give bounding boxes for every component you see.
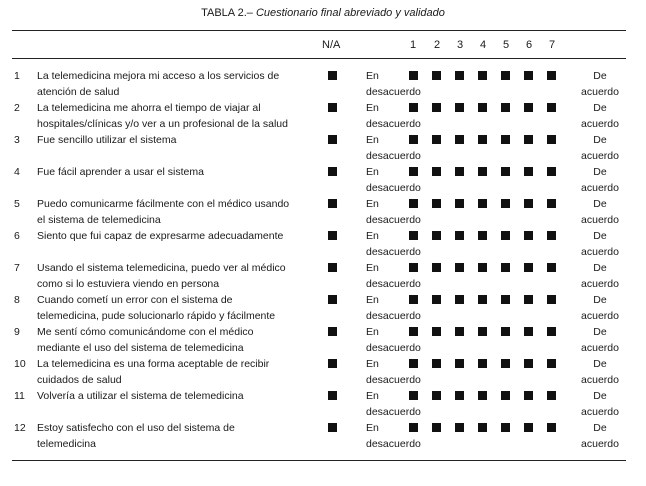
response-box-3[interactable] — [455, 423, 464, 432]
response-box-5[interactable] — [501, 167, 510, 176]
response-box-7[interactable] — [547, 135, 556, 144]
response-box-4[interactable] — [478, 71, 487, 80]
response-box-5[interactable] — [501, 263, 510, 272]
response-box-7[interactable] — [547, 71, 556, 80]
response-box-7[interactable] — [547, 295, 556, 304]
high-anchor-line: acuerdo — [581, 182, 619, 194]
response-box-4[interactable] — [478, 135, 487, 144]
low-anchor-label — [366, 164, 436, 196]
table-row — [0, 228, 646, 260]
high-anchor-line: acuerdo — [581, 150, 619, 162]
high-anchor-line: De — [593, 358, 607, 370]
response-box-3[interactable] — [455, 167, 464, 176]
question-number: 6 — [14, 230, 20, 242]
response-box-3[interactable] — [455, 391, 464, 400]
response-box-na[interactable] — [328, 391, 337, 400]
response-box-4[interactable] — [478, 327, 487, 336]
bottom-rule — [12, 460, 626, 461]
table-title — [0, 7, 646, 19]
low-anchor-line: desacuerdo — [366, 406, 421, 418]
response-box-6[interactable] — [524, 359, 533, 368]
question-line: La telemedicina es una forma aceptable de recibir — [37, 358, 270, 370]
low-anchor-line: En — [366, 166, 379, 178]
question-text — [37, 132, 312, 164]
table-row — [0, 164, 646, 196]
question-number: 10 — [14, 358, 26, 370]
response-box-4[interactable] — [478, 231, 487, 240]
low-anchor-line: En — [366, 358, 379, 370]
question-text — [37, 228, 312, 260]
header-scale-5: 5 — [503, 39, 510, 51]
low-anchor-line: En — [366, 422, 379, 434]
high-anchor-line: De — [593, 390, 607, 402]
high-anchor-label — [577, 260, 623, 292]
low-anchor-line: desacuerdo — [366, 118, 421, 130]
low-anchor-label — [366, 260, 436, 292]
low-anchor-label — [366, 420, 436, 452]
response-box-5[interactable] — [501, 423, 510, 432]
header-scale-3: 3 — [457, 39, 464, 51]
low-anchor-label — [366, 324, 436, 356]
high-anchor-line: De — [593, 70, 607, 82]
question-line: Volvería a utilizar el sistema de telemedicina — [37, 390, 244, 402]
question-line: Estoy satisfecho con el uso del sistema de — [37, 422, 235, 434]
response-box-3[interactable] — [455, 199, 464, 208]
high-anchor-line: acuerdo — [581, 214, 619, 226]
response-box-6[interactable] — [524, 103, 533, 112]
response-box-na[interactable] — [328, 231, 337, 240]
response-box-7[interactable] — [547, 199, 556, 208]
response-box-5[interactable] — [501, 391, 510, 400]
low-anchor-label — [366, 68, 436, 100]
question-line: La telemedicina me ahorra el tiempo de viajar al — [37, 102, 261, 114]
response-box-4[interactable] — [478, 295, 487, 304]
low-anchor-label — [366, 388, 436, 420]
high-anchor-label — [577, 420, 623, 452]
response-box-7[interactable] — [547, 167, 556, 176]
header-scale-4: 4 — [480, 39, 487, 51]
response-box-3[interactable] — [455, 327, 464, 336]
high-anchor-line: De — [593, 198, 607, 210]
response-box-6[interactable] — [524, 327, 533, 336]
response-box-na[interactable] — [328, 103, 337, 112]
question-line — [37, 180, 312, 196]
high-anchor-line: acuerdo — [581, 246, 619, 258]
response-box-5[interactable] — [501, 327, 510, 336]
table-row — [0, 196, 646, 228]
low-anchor-line: desacuerdo — [366, 182, 421, 194]
question-text — [37, 356, 312, 388]
high-anchor-label — [577, 68, 623, 100]
response-box-3[interactable] — [455, 359, 464, 368]
question-line: como si lo estuviera viendo en persona — [37, 278, 220, 290]
response-box-na[interactable] — [328, 167, 337, 176]
question-line — [37, 148, 312, 164]
response-box-3[interactable] — [455, 135, 464, 144]
response-box-7[interactable] — [547, 391, 556, 400]
response-box-6[interactable] — [524, 167, 533, 176]
response-box-na[interactable] — [328, 295, 337, 304]
question-line: Siento que fui capaz de expresarme adecuadamente — [37, 230, 284, 242]
question-text — [37, 292, 312, 324]
header-na: N/A — [322, 39, 341, 51]
response-box-3[interactable] — [455, 231, 464, 240]
response-box-na[interactable] — [328, 135, 337, 144]
high-anchor-line: De — [593, 262, 607, 274]
response-box-4[interactable] — [478, 423, 487, 432]
table-row — [0, 420, 646, 452]
response-box-4[interactable] — [478, 199, 487, 208]
low-anchor-line: desacuerdo — [366, 214, 421, 226]
low-anchor-line: desacuerdo — [366, 342, 421, 354]
question-text — [37, 164, 312, 196]
high-anchor-line: acuerdo — [581, 118, 619, 130]
high-anchor-label — [577, 228, 623, 260]
question-number: 7 — [14, 262, 20, 274]
question-text — [37, 388, 312, 420]
question-line: Fue sencillo utilizar el sistema — [37, 134, 177, 146]
table-row — [0, 292, 646, 324]
question-text — [37, 68, 312, 100]
high-anchor-label — [577, 388, 623, 420]
table-row — [0, 356, 646, 388]
table-title-text: Cuestionario final abreviado y validado — [255, 7, 445, 19]
low-anchor-label — [366, 292, 436, 324]
question-number: 2 — [14, 102, 20, 114]
high-anchor-line: acuerdo — [581, 374, 619, 386]
question-line: el sistema de telemedicina — [37, 214, 161, 226]
header-scale-1: 1 — [410, 39, 417, 51]
high-anchor-line: De — [593, 134, 607, 146]
high-anchor-label — [577, 196, 623, 228]
low-anchor-line: desacuerdo — [366, 86, 421, 98]
question-text — [37, 260, 312, 292]
header-scale-7: 7 — [549, 39, 556, 51]
high-anchor-line: acuerdo — [581, 342, 619, 354]
high-anchor-label — [577, 100, 623, 132]
low-anchor-line: En — [366, 198, 379, 210]
low-anchor-line: desacuerdo — [366, 374, 421, 386]
question-line: telemedicina, pude solucionarlo rápido y fácilmente — [37, 310, 276, 322]
response-box-4[interactable] — [478, 391, 487, 400]
response-box-4[interactable] — [478, 103, 487, 112]
question-text — [37, 100, 312, 132]
response-box-4[interactable] — [478, 167, 487, 176]
question-line: Puedo comunicarme fácilmente con el médico usando — [37, 198, 290, 210]
question-number: 9 — [14, 326, 20, 338]
high-anchor-line: De — [593, 294, 607, 306]
response-box-6[interactable] — [524, 135, 533, 144]
question-line: atención de salud — [37, 86, 120, 98]
table-row — [0, 388, 646, 420]
high-anchor-line: De — [593, 326, 607, 338]
question-line — [37, 404, 312, 420]
response-box-3[interactable] — [455, 263, 464, 272]
response-box-5[interactable] — [501, 199, 510, 208]
question-line: cuidados de salud — [37, 374, 122, 386]
response-box-na[interactable] — [328, 199, 337, 208]
low-anchor-line: En — [366, 230, 379, 242]
high-anchor-line: acuerdo — [581, 278, 619, 290]
question-text — [37, 196, 312, 228]
high-anchor-label — [577, 164, 623, 196]
response-box-4[interactable] — [478, 263, 487, 272]
response-box-6[interactable] — [524, 199, 533, 208]
question-line: telemedicina — [37, 438, 96, 450]
low-anchor-line: desacuerdo — [366, 438, 421, 450]
low-anchor-label — [366, 356, 436, 388]
low-anchor-line: desacuerdo — [366, 150, 421, 162]
high-anchor-line: acuerdo — [581, 310, 619, 322]
table-row — [0, 132, 646, 164]
question-number: 8 — [14, 294, 20, 306]
top-rule — [12, 30, 626, 31]
question-number: 4 — [14, 166, 20, 178]
question-number: 11 — [14, 390, 25, 402]
high-anchor-line: acuerdo — [581, 406, 619, 418]
response-box-6[interactable] — [524, 71, 533, 80]
response-box-6[interactable] — [524, 391, 533, 400]
response-box-6[interactable] — [524, 295, 533, 304]
response-box-na[interactable] — [328, 359, 337, 368]
response-box-3[interactable] — [455, 295, 464, 304]
low-anchor-line: En — [366, 390, 379, 402]
response-box-5[interactable] — [501, 295, 510, 304]
high-anchor-label — [577, 356, 623, 388]
question-line: mediante el uso del sistema de telemedicina — [37, 342, 244, 354]
response-box-3[interactable] — [455, 71, 464, 80]
question-line: Usando el sistema telemedicina, puedo ver al médico — [37, 262, 286, 274]
question-line: hospitales/clínicas y/o ver a un profesional de la salud — [37, 118, 288, 130]
low-anchor-line: En — [366, 326, 379, 338]
response-box-5[interactable] — [501, 71, 510, 80]
table-row — [0, 260, 646, 292]
low-anchor-line: En — [366, 134, 379, 146]
header-scale-6: 6 — [526, 39, 533, 51]
high-anchor-line: De — [593, 230, 607, 242]
table-row — [0, 100, 646, 132]
question-number: 5 — [14, 198, 20, 210]
response-box-7[interactable] — [547, 231, 556, 240]
question-line — [37, 244, 312, 260]
response-box-6[interactable] — [524, 231, 533, 240]
low-anchor-label — [366, 100, 436, 132]
question-line: Me sentí cómo comunicándome con el médico — [37, 326, 254, 338]
header-scale-2: 2 — [434, 39, 441, 51]
response-box-6[interactable] — [524, 423, 533, 432]
low-anchor-line: En — [366, 294, 379, 306]
question-text — [37, 420, 312, 452]
response-box-6[interactable] — [524, 263, 533, 272]
response-box-na[interactable] — [328, 327, 337, 336]
low-anchor-line: En — [366, 262, 379, 274]
low-anchor-label — [366, 196, 436, 228]
response-box-7[interactable] — [547, 263, 556, 272]
high-anchor-label — [577, 324, 623, 356]
low-anchor-line: desacuerdo — [366, 278, 421, 290]
low-anchor-line: desacuerdo — [366, 310, 421, 322]
response-box-7[interactable] — [547, 327, 556, 336]
high-anchor-label — [577, 132, 623, 164]
question-number: 3 — [14, 134, 20, 146]
high-anchor-line: acuerdo — [581, 86, 619, 98]
high-anchor-line: acuerdo — [581, 438, 619, 450]
low-anchor-label — [366, 132, 436, 164]
response-box-5[interactable] — [501, 359, 510, 368]
question-line: Cuando cometí un error con el sistema de — [37, 294, 233, 306]
question-number: 12 — [14, 422, 26, 434]
response-box-na[interactable] — [328, 263, 337, 272]
response-box-7[interactable] — [547, 103, 556, 112]
low-anchor-label — [366, 228, 436, 260]
response-box-7[interactable] — [547, 359, 556, 368]
question-line: Fue fácil aprender a usar el sistema — [37, 166, 204, 178]
question-text — [37, 324, 312, 356]
high-anchor-line: De — [593, 166, 607, 178]
low-anchor-line: En — [366, 70, 379, 82]
high-anchor-line: De — [593, 422, 607, 434]
header-rule — [12, 58, 626, 59]
low-anchor-line: desacuerdo — [366, 246, 421, 258]
high-anchor-line: De — [593, 102, 607, 114]
high-anchor-label — [577, 292, 623, 324]
response-box-5[interactable] — [501, 103, 510, 112]
response-box-7[interactable] — [547, 423, 556, 432]
table-title-lead: TABLA 2.– — [201, 7, 253, 19]
response-box-na[interactable] — [328, 71, 337, 80]
table-row — [0, 324, 646, 356]
response-box-5[interactable] — [501, 231, 510, 240]
table-row — [0, 68, 646, 100]
response-box-5[interactable] — [501, 135, 510, 144]
response-box-3[interactable] — [455, 103, 464, 112]
response-box-4[interactable] — [478, 359, 487, 368]
low-anchor-line: En — [366, 102, 379, 114]
question-line: La telemedicina mejora mi acceso a los servicios de — [37, 70, 280, 82]
response-box-na[interactable] — [328, 423, 337, 432]
question-number: 1 — [14, 70, 20, 82]
